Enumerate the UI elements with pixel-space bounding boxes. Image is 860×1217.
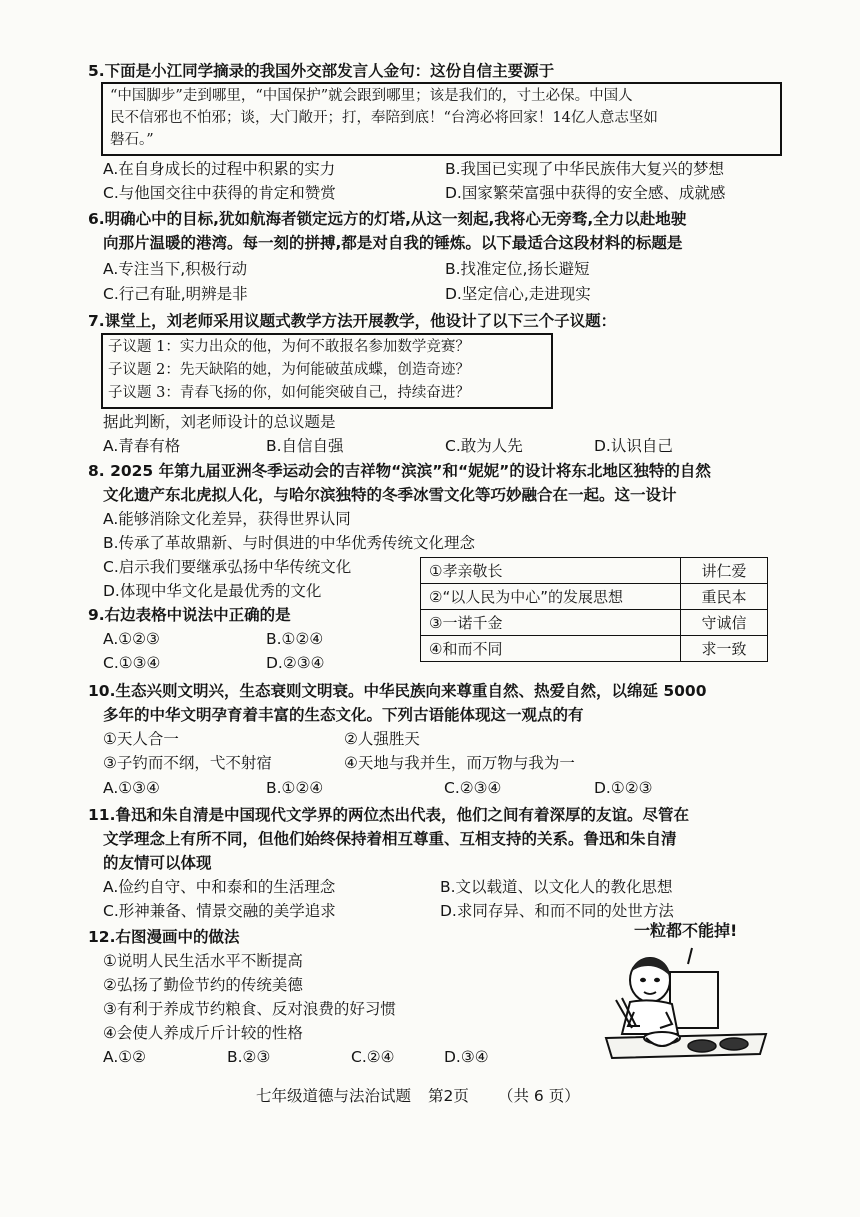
table-cell-concept: 讲仁爱 (681, 558, 768, 584)
q12-option-c: C.②④ (351, 1048, 395, 1066)
footer-total-pages: （共 6 页） (498, 1087, 580, 1105)
q8-stem-line: 8. 2025 年第九届亚洲冬季运动会的吉祥物“滨滨”和“妮妮”的设计将东北地区独特的自然 (88, 462, 711, 480)
q9-option-d: D.②③④ (266, 654, 325, 672)
q7-option-b: B.自信自强 (266, 437, 344, 455)
q11-option-d: D.求同存异、和而不同的处世方法 (440, 902, 674, 920)
q11-stem-line: 文学理念上有所不同，但他们始终保持着相互尊重、互相支持的关系。鲁迅和朱自清 (103, 830, 677, 848)
table-cell-statement: ③一诺千金 (421, 610, 681, 636)
q12-option-d: D.③④ (444, 1048, 489, 1066)
q8-option-a: A.能够消除文化差异，获得世界认同 (103, 510, 351, 528)
q10-stem-line: 多年的中华文明孕育着丰富的生态文化。下列古语能体现这一观点的有 (103, 706, 584, 724)
q5-quote-line: 磐石。” (110, 132, 154, 148)
q10-option-c: C.②③④ (444, 779, 502, 797)
q8-option-d: D.体现中华文化是最优秀的文化 (103, 582, 322, 600)
q6-option-b: B.找准定位,扬长避短 (445, 260, 590, 278)
table-row (421, 636, 768, 662)
q7-stem: 7.课堂上，刘老师采用议题式教学方法开展教学，他设计了以下三个子议题： (88, 312, 617, 330)
q5-stem: 5.下面是小江同学摘录的我国外交部发言人金句：这份自信主要源于 (88, 62, 555, 80)
q7-option-c: C.敢为人先 (445, 437, 523, 455)
table-cell-statement: ④和而不同 (421, 636, 681, 662)
q10-item-1: ①天人合一 (103, 730, 179, 748)
q8-option-b: B.传承了革故鼎新、与时俱进的中华优秀传统文化理念 (103, 534, 476, 552)
q11-stem-line: 11.鲁迅和朱自清是中国现代文学界的两位杰出代表，他们之间有着深厚的友谊。尽管在 (88, 806, 689, 824)
q10-option-a: A.①③④ (103, 779, 160, 797)
q6-option-d: D.坚定信心,走进现实 (445, 285, 591, 303)
q6-option-a: A.专注当下,积极行动 (103, 260, 248, 278)
q12-option-b: B.②③ (227, 1048, 271, 1066)
q12-option-a: A.①② (103, 1048, 147, 1066)
q11-stem-line: 的友情可以体现 (103, 854, 212, 872)
q7-subtopic: 子议题 1：实力出众的他，为何不敢报名参加数学竞赛？ (108, 339, 470, 355)
q9-table (420, 557, 768, 662)
q10-item-3: ③子钓而不纲，弋不射宿 (103, 754, 272, 772)
q10-item-2: ②人强胜天 (344, 730, 420, 748)
q6-stem-line: 6.明确心中的目标,犹如航海者锁定远方的灯塔,从这一刻起,我将心无旁骛,全力以赴地驶 (88, 210, 687, 228)
table-cell-statement: ①孝亲敬长 (421, 558, 681, 584)
table-cell-concept: 重民本 (681, 584, 768, 610)
table-cell-concept: 守诚信 (681, 610, 768, 636)
table-row (421, 558, 768, 584)
table-row (421, 584, 768, 610)
footer-page-number: 第2页 (428, 1087, 469, 1105)
q8-option-c: C.启示我们要继承弘扬中华传统文化 (103, 558, 352, 576)
q9-option-a: A.①②③ (103, 630, 160, 648)
q5-quote-line: 民不信邪也不怕邪；谈，大门敞开；打，奉陪到底！“台湾必将回家！14亿人意志坚如 (110, 110, 658, 126)
q5-option-a: A.在自身成长的过程中积累的实力 (103, 160, 336, 178)
q5-quote-line: “中国脚步”走到哪里，“中国保护”就会跟到哪里；该是我们的，寸土必保。中国人 (110, 88, 633, 104)
table-cell-concept: 求一致 (681, 636, 768, 662)
q12-item: ④会使人养成斤斤计较的性格 (103, 1024, 303, 1042)
q12-item: ③有利于养成节约粮食、反对浪费的好习惯 (103, 1000, 396, 1018)
q12-item: ①说明人民生活水平不断提高 (103, 952, 303, 970)
q7-subtopic: 子议题 3：青春飞扬的你，如何能突破自己，持续奋进？ (108, 385, 470, 401)
q9-stem: 9.右边表格中说法中正确的是 (88, 606, 291, 624)
q11-option-a: A.俭约自守、中和泰和的生活理念 (103, 878, 336, 896)
q12-stem: 12.右图漫画中的做法 (88, 928, 240, 946)
q10-stem-line: 10.生态兴则文明兴，生态衰则文明衰。中华民族向来尊重自然、热爱自然，以绵延 5000 (88, 682, 707, 700)
q7-option-d: D.认识自己 (594, 437, 673, 455)
boy-eating-rice-cartoon-icon (600, 942, 772, 1064)
footer-subject: 七年级道德与法治试题 (256, 1087, 412, 1105)
q5-option-c: C.与他国交往中获得的肯定和赞赏 (103, 184, 336, 202)
q9-option-b: B.①②④ (266, 630, 324, 648)
q10-option-b: B.①②④ (266, 779, 324, 797)
q5-option-d: D.国家繁荣富强中获得的安全感、成就感 (445, 184, 726, 202)
q11-option-c: C.形神兼备、情景交融的美学追求 (103, 902, 336, 920)
cartoon-caption: 一粒都不能掉! (634, 921, 738, 940)
q5-option-b: B.我国已实现了中华民族伟大复兴的梦想 (445, 160, 725, 178)
table-cell-statement: ②“以人民为中心”的发展思想 (421, 584, 681, 610)
q12-item: ②弘扬了勤俭节约的传统美德 (103, 976, 303, 994)
q11-option-b: B.文以载道、以文化人的教化思想 (440, 878, 673, 896)
q7-tail: 据此判断，刘老师设计的总议题是 (103, 413, 336, 431)
q10-option-d: D.①②③ (594, 779, 653, 797)
q7-option-a: A.青春有格 (103, 437, 181, 455)
q8-stem-line: 文化遗产东北虎拟人化，与哈尔滨独特的冬季冰雪文化等巧妙融合在一起。这一设计 (103, 486, 677, 504)
q10-item-4: ④天地与我并生，而万物与我为一 (344, 754, 575, 772)
table-row (421, 610, 768, 636)
q6-stem-line: 向那片温暖的港湾。每一刻的拼搏,都是对自我的锤炼。以下最适合这段材料的标题是 (103, 234, 683, 252)
q7-subtopic: 子议题 2：先天缺陷的她，为何能破茧成蝶，创造奇迹？ (108, 362, 470, 378)
q6-option-c: C.行己有耻,明辨是非 (103, 285, 248, 303)
q9-option-c: C.①③④ (103, 654, 161, 672)
